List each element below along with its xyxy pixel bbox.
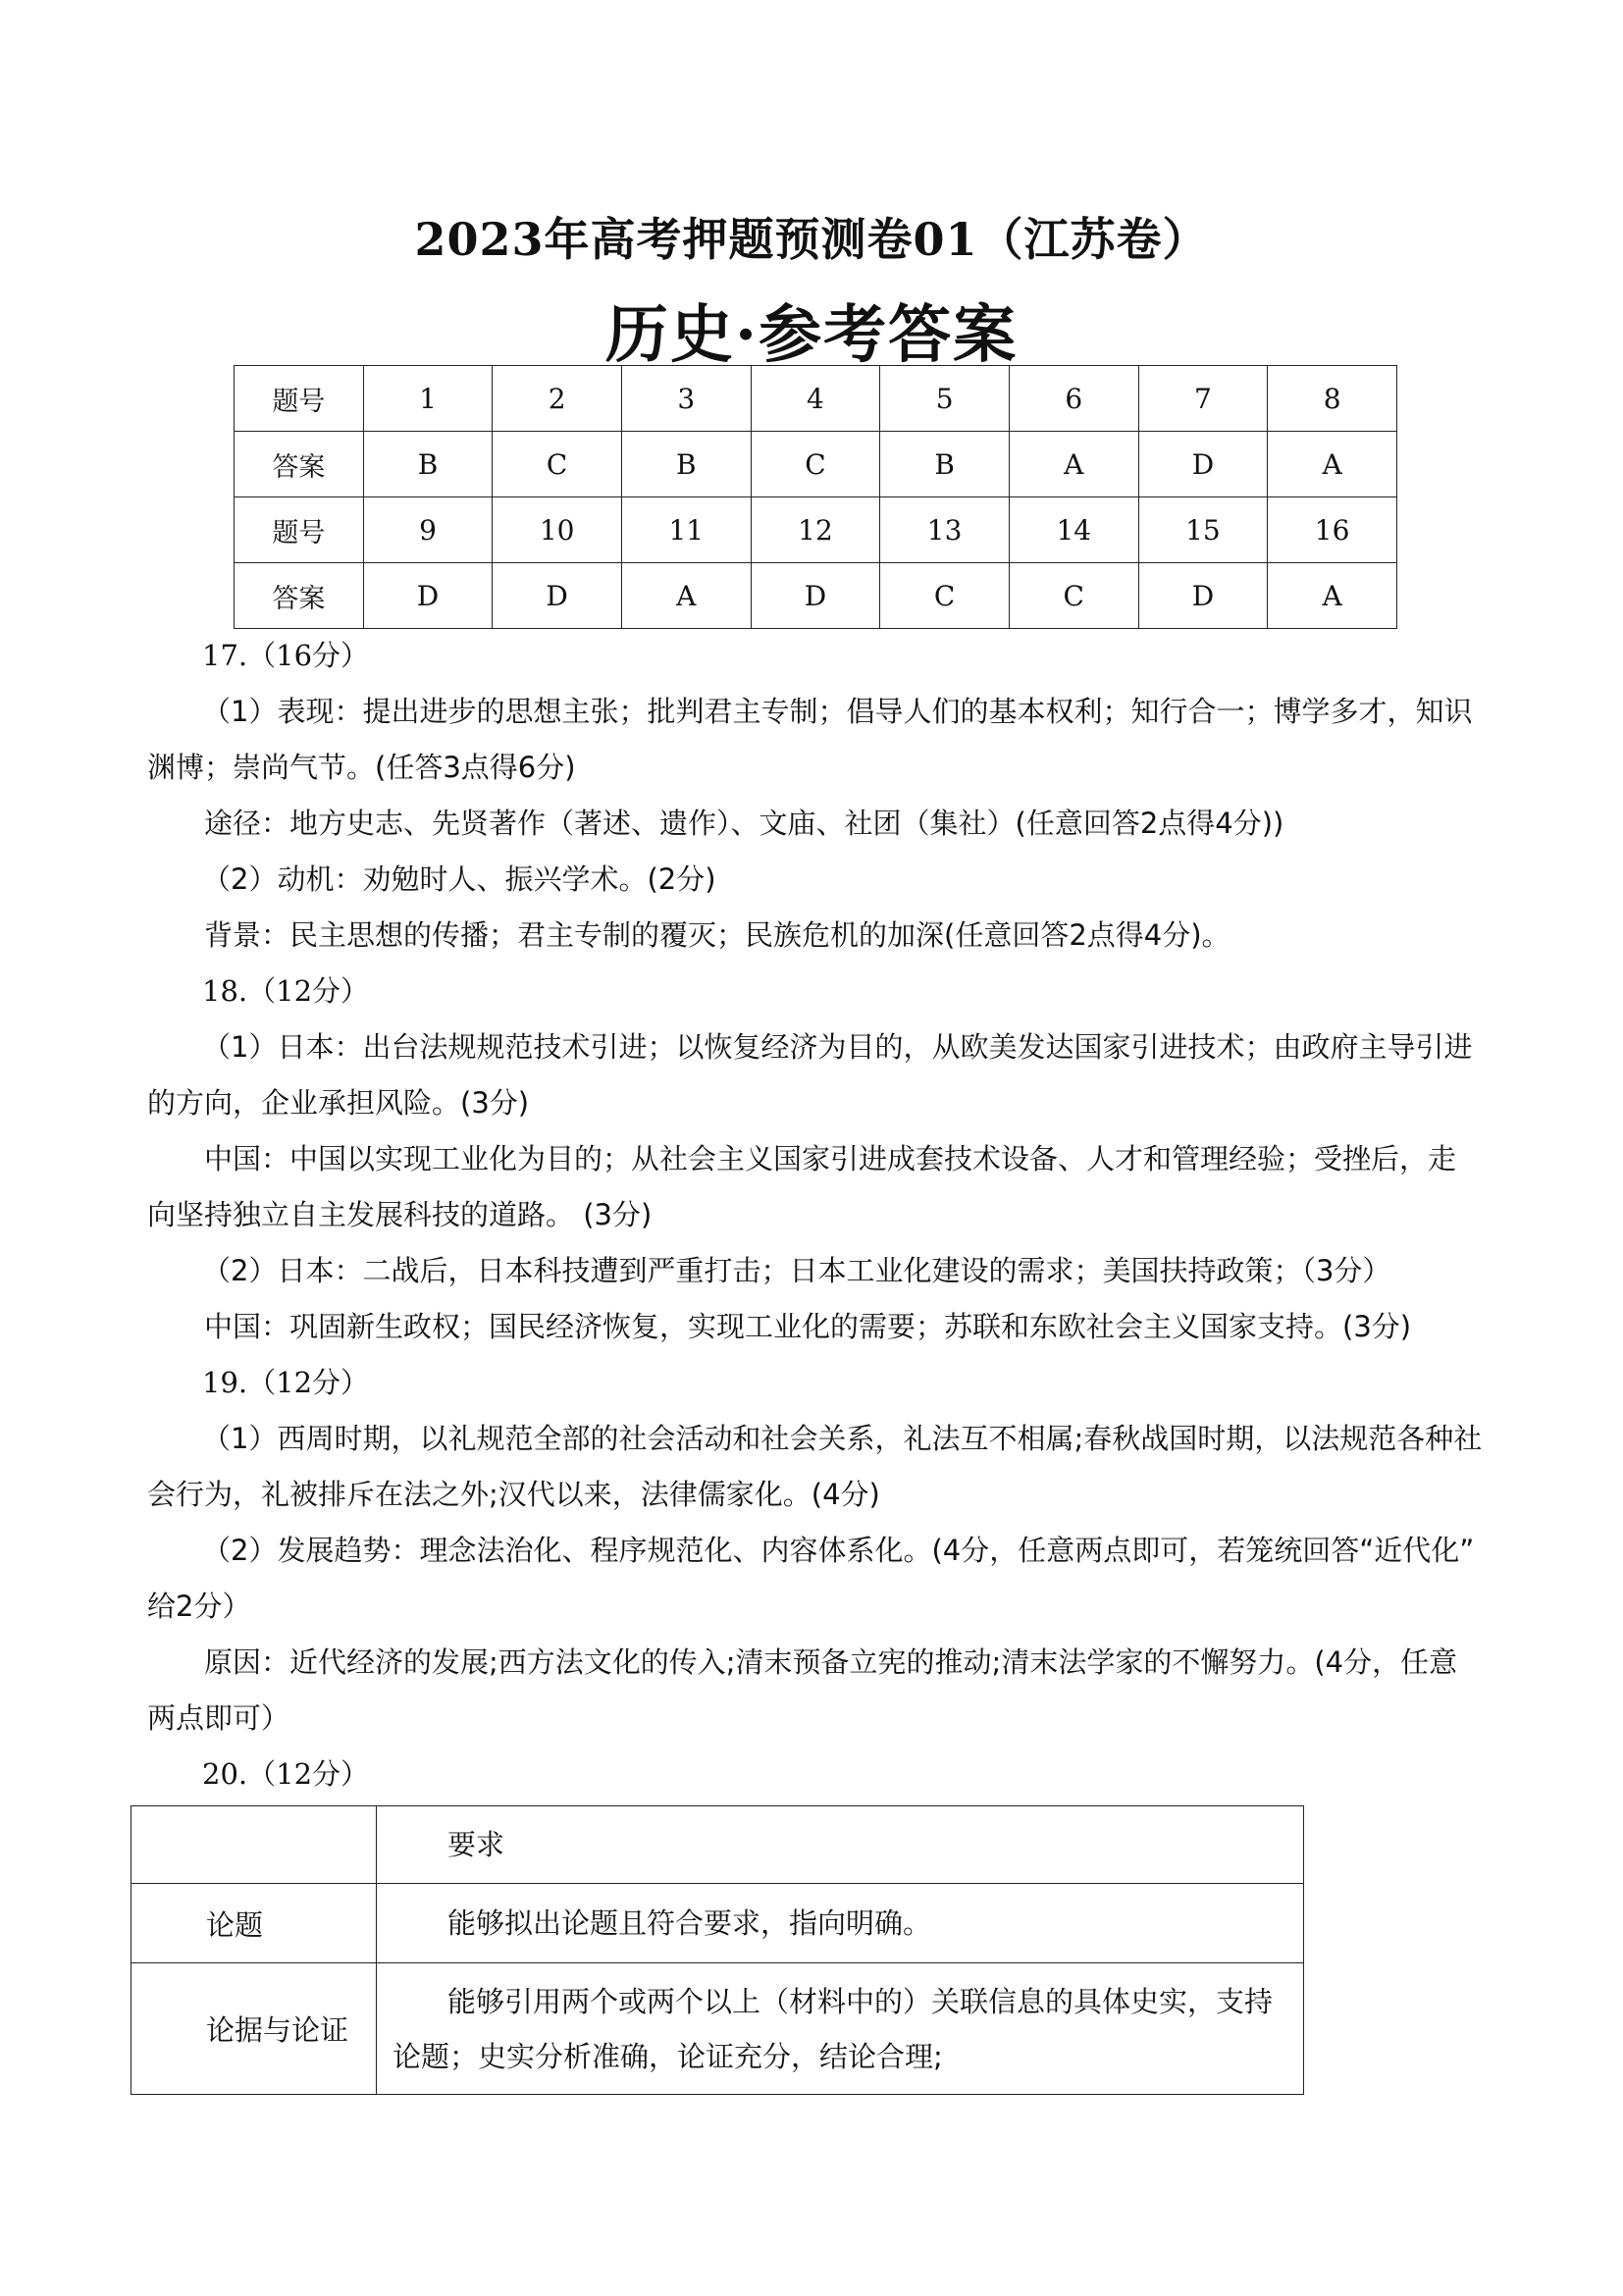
table-row [131, 1884, 1304, 1963]
paragraph-line: （2）动机：劝勉时人、振兴学术。(2分) [202, 862, 716, 896]
paragraph-line: 的方向，企业承担风险。(3分) [147, 1086, 530, 1120]
answer-table [234, 365, 1397, 629]
question-20-heading: 20.（12分） [202, 1757, 370, 1791]
question-19-heading: 19.（12分） [202, 1366, 370, 1399]
table-cell: D [493, 563, 622, 629]
rubric-category: 论据与论证 [131, 1963, 377, 2095]
rubric-requirement: 要求 [377, 1806, 1304, 1884]
table-cell: 6 [1009, 366, 1138, 432]
paragraph-line: 给2分） [147, 1590, 251, 1623]
paragraph-line: （1）西周时期，以礼规范全部的社会活动和社会关系，礼法互不相属;春秋战国时期，以法规范各种社 [202, 1422, 1483, 1455]
table-cell: 10 [493, 497, 622, 563]
rubric-requirement: 能够拟出论题且符合要求，指向明确。 [377, 1884, 1304, 1963]
table-row [235, 563, 1397, 629]
row-label: 题号 [235, 497, 364, 563]
table-cell: 13 [880, 497, 1010, 563]
paragraph-line: 中国：巩固新生政权；国民经济恢复，实现工业化的需要；苏联和东欧社会主义国家支持。(3分) [204, 1310, 1412, 1343]
rubric-requirement: 能够引用两个或两个以上（材料中的）关联信息的具体史实，支持论题；史实分析准确，论证充分，结论合理; [377, 1963, 1304, 2095]
table-cell: 7 [1138, 366, 1268, 432]
paragraph-line: 渊博；崇尚气节。(任答3点得6分) [147, 751, 576, 784]
paragraph-line: 会行为，礼被排斥在法之外;汉代以来，法律儒家化。(4分) [147, 1478, 880, 1511]
paragraph-line: （2）发展趋势：理念法治化、程序规范化、内容体系化。(4分，任意两点即可，若笼统回答“近代化” [202, 1534, 1475, 1567]
question-18-heading: 18.（12分） [202, 974, 370, 1008]
paragraph-line: 背景：民主思想的传播；君主专制的覆灭；民族危机的加深(任意回答2点得4分)。 [204, 918, 1230, 952]
rubric-category [131, 1806, 377, 1884]
table-cell: 9 [363, 497, 493, 563]
rubric-table [131, 1805, 1304, 2095]
paragraph-line: 向坚持独立自主发展科技的道路。 (3分) [147, 1198, 653, 1231]
row-label: 答案 [235, 432, 364, 497]
table-cell: 4 [751, 366, 880, 432]
table-cell: 5 [880, 366, 1010, 432]
document-title: 2023年高考押题预测卷01（江苏卷） [414, 213, 1209, 266]
table-cell: B [880, 432, 1010, 497]
table-cell: 8 [1268, 366, 1397, 432]
paragraph-line: （1）日本：出台法规规范技术引进；以恢复经济为目的，从欧美发达国家引进技术；由政府主导引进 [202, 1030, 1473, 1064]
table-cell: A [1268, 563, 1397, 629]
table-cell: 3 [621, 366, 751, 432]
table-cell: D [1138, 563, 1268, 629]
table-row [235, 366, 1397, 432]
table-cell: B [363, 432, 493, 497]
row-label: 题号 [235, 366, 364, 432]
table-cell: D [363, 563, 493, 629]
table-row [131, 1806, 1304, 1884]
question-17-heading: 17.（16分） [202, 639, 370, 672]
paragraph-line: 两点即可） [147, 1701, 290, 1735]
table-cell: D [751, 563, 880, 629]
table-cell: 15 [1138, 497, 1268, 563]
table-cell: A [1268, 432, 1397, 497]
table-cell: C [1009, 563, 1138, 629]
table-cell: D [1138, 432, 1268, 497]
table-row [235, 497, 1397, 563]
answer-content [147, 628, 1492, 1802]
table-row [131, 1963, 1304, 2095]
table-cell: A [621, 563, 751, 629]
table-cell: 12 [751, 497, 880, 563]
paragraph-line: 中国：中国以实现工业化为目的；从社会主义国家引进成套技术设备、人才和管理经验；受挫后，走 [204, 1142, 1457, 1175]
table-cell: 14 [1009, 497, 1138, 563]
paragraph-line: （2）日本：二战后，日本科技遭到严重打击；日本工业化建设的需求；美国扶持政策；（3分） [202, 1254, 1391, 1287]
table-cell: 16 [1268, 497, 1397, 563]
table-cell: 2 [493, 366, 622, 432]
document-subtitle: 历史·参考答案 [604, 298, 1019, 372]
table-cell: C [493, 432, 622, 497]
table-cell: 11 [621, 497, 751, 563]
paragraph-line: 原因：近代经济的发展;西方法文化的传入;清末预备立宪的推动;清末法学家的不懈努力。(4分，任意 [204, 1645, 1458, 1679]
table-cell: B [621, 432, 751, 497]
table-cell: C [751, 432, 880, 497]
paragraph-line: （1）表现：提出进步的思想主张；批判君主专制；倡导人们的基本权利；知行合一；博学多才，知识 [202, 695, 1473, 728]
row-label: 答案 [235, 563, 364, 629]
table-cell: 1 [363, 366, 493, 432]
table-cell: A [1009, 432, 1138, 497]
table-row [235, 432, 1397, 497]
paragraph-line: 途径：地方史志、先贤著作（著述、遗作）、文庙、社团（集社）(任意回答2点得4分)) [204, 807, 1284, 840]
table-cell: C [880, 563, 1010, 629]
rubric-category: 论题 [131, 1884, 377, 1963]
